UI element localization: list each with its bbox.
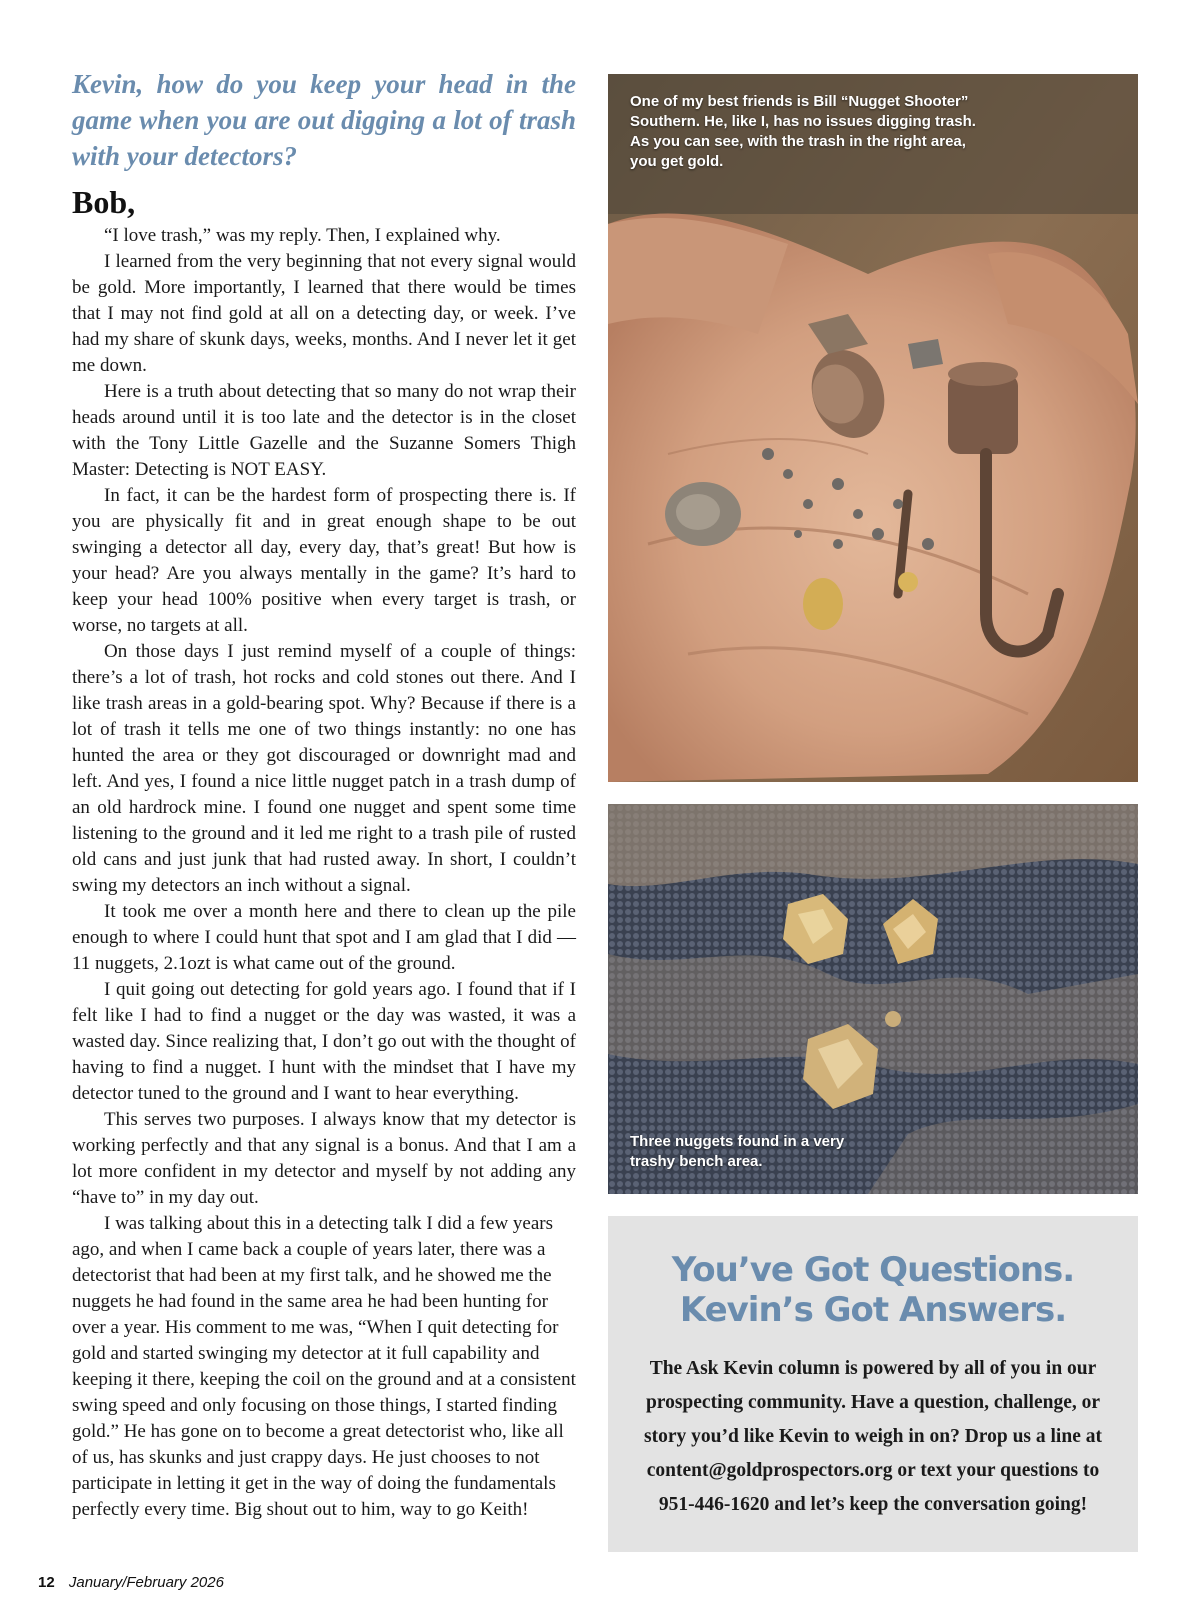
paragraph: I learned from the very beginning that not every signal would be gold. More importantly, I learned that there would be times that I may not find gold at all on a detecting day, or week. I’ve had my share of skunk days, weeks, months. And I never let it get me down. bbox=[72, 251, 576, 376]
callout-title bbox=[608, 1250, 1138, 1330]
paragraph: “I love trash,” was my reply. Then, I explained why. bbox=[104, 225, 501, 246]
hand-photo-illustration bbox=[608, 74, 1138, 782]
paragraph: I was talking about this in a detecting talk I did a few years ago, and when I came back a couple of years later, there was a detectorist that had been at my first talk, and he showed me the nuggets he had found in the same area he had been hunting for over a year. His comment to me was, “When I quit detecting for gold and started swinging my detector at it full capability and keeping it there, keeping the coil on the ground and at a consistent swing speed and only focusing on those things, I started finding gold.” He has gone on to become a great detectorist who, like all of us, has skunks and just crappy days. He just chooses to not participate in letting it get in the way of doing the fundamentals perfectly every time. Big shout out to him, way to go Keith! bbox=[72, 1213, 576, 1520]
issue-date: January/February 2026 bbox=[68, 1574, 224, 1591]
page-number: 12 bbox=[38, 1574, 55, 1591]
paragraph: This serves two purposes. I always know that my detector is working perfectly and that any signal is a bonus. And that I am a lot more confident in my detector and myself by not adding any “have to” in my day out. bbox=[72, 1109, 576, 1208]
question-heading: Kevin, how do you keep your head in the game when you are out digging a lot of trash with your detectors? bbox=[72, 69, 576, 171]
paragraph: In fact, it can be the hardest form of prospecting there is. If you are physically fit and in great enough shape to be out swinging a detector all day, every day, that’s great! But how is your head? Are you always mentally in the game? It’s hard to keep your head 100% positive when every target is trash, or worse, no targets at all. bbox=[72, 485, 576, 636]
callout-title-line: You’ve Got Questions. bbox=[671, 1250, 1075, 1290]
paragraph: It took me over a month here and there to clean up the pile enough to where I could hunt that spot and I am glad that I did — 11 nuggets, 2.1ozt is what came out of the ground. bbox=[72, 901, 576, 974]
paragraph: Here is a truth about detecting that so many do not wrap their heads around until it is too late and the detector is in the closet with the Tony Little Gazelle and the Suzanne Somers Thigh Master: Detecting is NOT EASY. bbox=[72, 381, 576, 480]
photo-caption: Three nuggets found in a very trashy bench area. bbox=[630, 1133, 845, 1170]
callout-body: The Ask Kevin column is powered by all of you in our prospecting community. Have a question, challenge, or story you’d like Kevin to weigh in on? Drop us a line at content@goldprospectors.org or text your questions to 951-446-1620 and let’s keep the conversation going! bbox=[644, 1358, 1102, 1515]
paragraph: On those days I just remind myself of a couple of things: there’s a lot of trash, hot rocks and cold stones out there. And I like trash areas in a gold-bearing spot. Why? Because if there is a lot of trash it tells me one of two things instantly: no one has hunted the area or they got discouraged or downright mad and left. And yes, I found a nice little nugget patch in a trash dump of an old hardrock mine. I found one nugget and spent some time listening to the ground and it led me right to a trash pile of rusted old cans and just junk that had rusted away. In short, I couldn’t swing my detectors an inch without a signal. bbox=[72, 641, 576, 896]
ask-kevin-callout bbox=[608, 1216, 1138, 1552]
photo-hand-with-trash bbox=[608, 74, 1138, 782]
photo-caption: One of my best friends is Bill “Nugget Shooter” Southern. He, like I, has no issues digging trash. As you can see, with the trash in the right area, you get gold. bbox=[630, 93, 976, 170]
article-body bbox=[72, 223, 576, 1523]
page-footer bbox=[38, 1574, 224, 1591]
paragraph: I quit going out detecting for gold years ago. I found that if I felt like I had to find a nugget or the day was wasted, it was a wasted day. Since realizing that, I don’t go out with the thought of having to find a nugget. I hunt with the mindset that I have my detector tuned to the ground and I want to hear everything. bbox=[72, 979, 576, 1104]
salutation: Bob, bbox=[72, 184, 136, 220]
photo-three-nuggets bbox=[608, 804, 1138, 1194]
callout-title-line: Kevin’s Got Answers. bbox=[679, 1290, 1067, 1330]
